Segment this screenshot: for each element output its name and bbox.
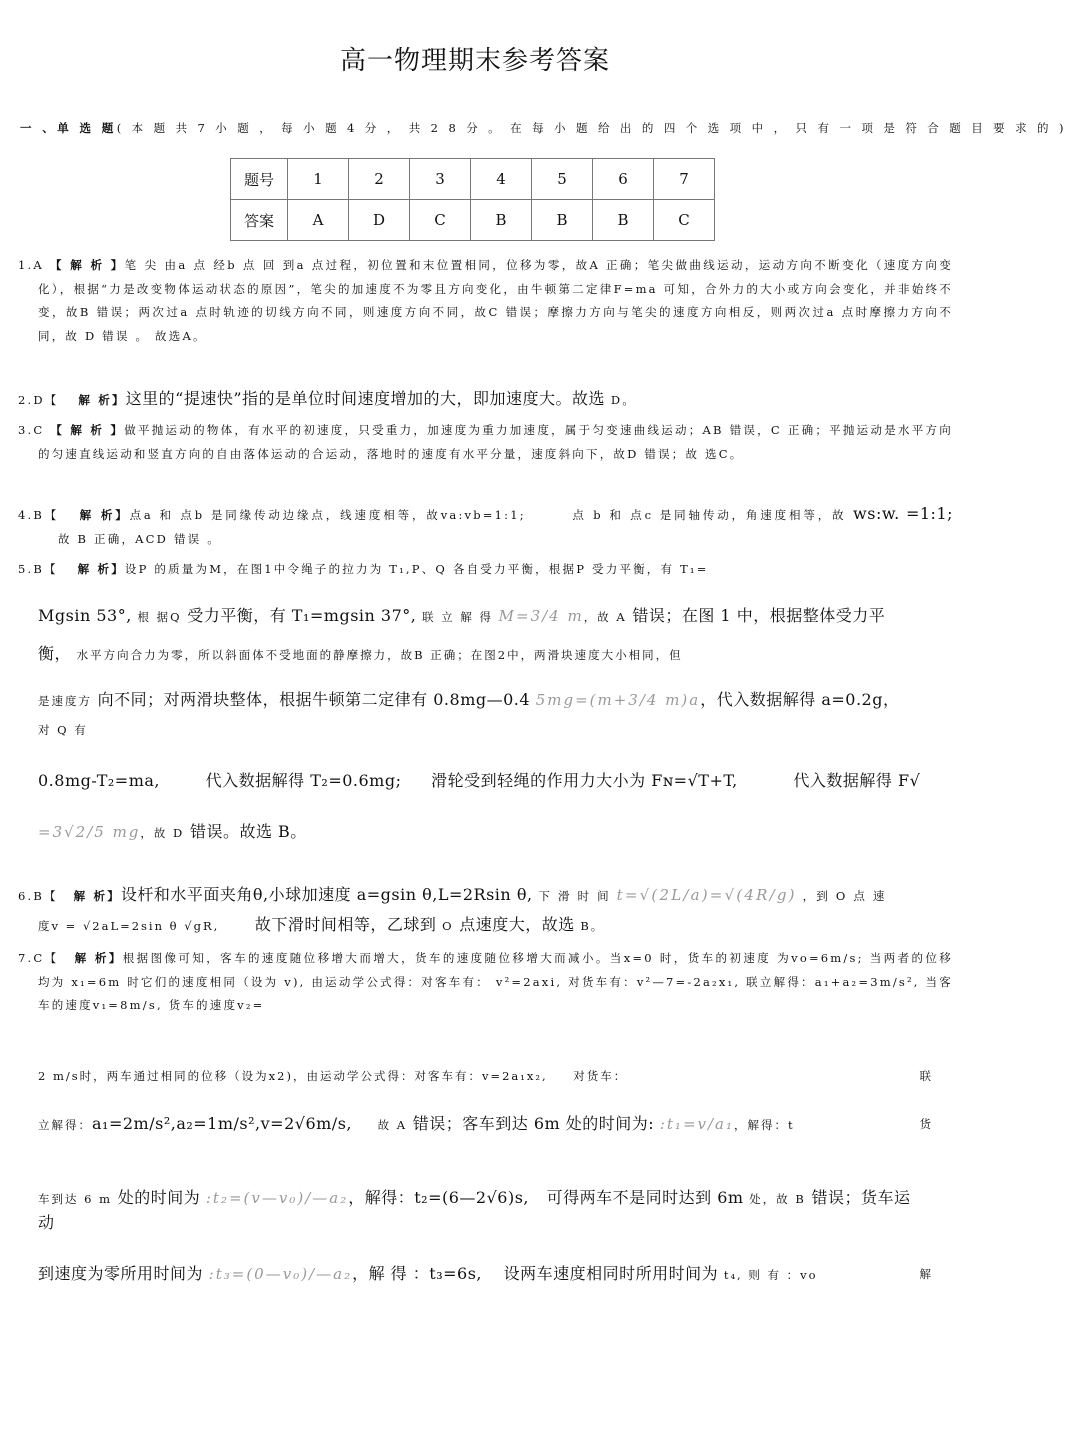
- answer-7-line-4b: [38, 1210, 933, 1233]
- answer-7-line-5: [38, 1254, 933, 1295]
- answer-5-line-4: [38, 680, 933, 721]
- question-number: 6.B【: [18, 889, 58, 903]
- text: 货: [919, 1117, 933, 1131]
- question-number: 2.D【: [18, 393, 59, 407]
- text: 错误；货车运: [811, 1188, 911, 1207]
- page-title: 高一物理期末参考答案: [339, 46, 610, 76]
- text: 错误；在图 1 中，根据整体受力平: [632, 606, 886, 625]
- text: 故下滑时间相等，乙球到: [254, 915, 437, 934]
- angular-ratio: ws:w. =1:1;: [853, 504, 954, 523]
- text: 联 立 解 得: [422, 610, 493, 624]
- text: O: [442, 919, 454, 933]
- text: ，到 O 点 速: [802, 889, 887, 903]
- text: 滑轮受到轻绳的作用力大小为 Fɴ=√T+T,: [431, 771, 738, 790]
- table-cell: B: [532, 200, 593, 241]
- text: 解: [919, 1267, 933, 1281]
- table-cell: B: [471, 200, 532, 241]
- formula-m: M=3/4 m: [498, 607, 584, 625]
- table-cell: 7: [654, 159, 715, 200]
- table-cell: 6: [593, 159, 654, 200]
- text: 衡，: [38, 644, 72, 663]
- analysis-tag: 【 解 析 】: [49, 258, 125, 272]
- analysis-text: 点a 和 点b 是同缘传动边缘点，线速度相等，故va:vb=1:1;: [129, 508, 526, 522]
- formula-time: t=√(2L/a)=√(4R/g): [616, 886, 797, 904]
- analysis-text: 做平抛运动的物体，有水平的初速度，只受重力，加速度为重力加速度，属于匀变速曲线运动；AB 错误，C 正确；平抛运动是水平方向的匀速直线运动和竖直方向的自由落体运动的合运动，落地时的速度有水平分量，速度斜向下，故D 错误；故 选C。: [38, 423, 953, 461]
- text: 动: [38, 1213, 55, 1232]
- text: 度v = √2aL=2sin θ √gR,: [38, 919, 220, 933]
- table-cell: 1: [288, 159, 349, 200]
- table-header-answer: 答案: [231, 200, 288, 241]
- text: a₁=2m/s²,a₂=1m/s²,v=2√6m/s,: [92, 1114, 352, 1133]
- text: ，解得：t₂=(6—2√6)s,: [348, 1188, 529, 1207]
- analysis-tag: 解 析】: [73, 889, 121, 903]
- analysis-tail: D。: [610, 393, 637, 407]
- answer-2: [18, 387, 933, 413]
- answer-7: [18, 947, 953, 1018]
- analysis-text: 设杆和水平面夹角θ,小球加速度 a=gsin θ,L=2Rsin θ,: [120, 885, 533, 904]
- answer-5-line-7: [38, 812, 933, 853]
- answer-7-line-2: [38, 1068, 933, 1084]
- table-row-numbers: [231, 159, 715, 200]
- text: ，解得：t: [734, 1118, 795, 1132]
- text: 点速度大，故选: [459, 915, 575, 934]
- text: ，故 A: [583, 610, 627, 624]
- formula-t1: :t₁=v/a₁: [659, 1115, 734, 1133]
- text: 立解得：: [38, 1118, 92, 1132]
- text: t₄, 则 有 ：vo: [723, 1268, 818, 1282]
- formula-force: =3√2/5 mg: [38, 823, 141, 841]
- text: 故 A: [377, 1118, 408, 1132]
- text: 0.8mg-T₂=ma,: [38, 771, 160, 790]
- question-number: 7.C【: [18, 951, 59, 965]
- text: 代入数据解得 T₂=0.6mg;: [205, 771, 402, 790]
- text: 水平方向合力为零，所以斜面体不受地面的静摩擦力，故B 正确；在图2中，两滑块速度大小相同，但: [76, 648, 683, 662]
- table-cell: 2: [349, 159, 410, 200]
- question-number: 4.B【: [18, 508, 60, 522]
- text: ，故 D: [140, 826, 185, 840]
- answer-3: [18, 419, 953, 466]
- question-number: 1.A: [18, 258, 44, 272]
- question-number: 5.B【: [18, 562, 58, 576]
- text: 受力平衡，有 T₁=mgsin 37°,: [187, 606, 417, 625]
- analysis-tag: 【 解 析 】: [50, 423, 125, 437]
- answer-5-line-2: [38, 596, 933, 637]
- text: 是速度方: [38, 694, 92, 708]
- answer-4: [18, 502, 953, 551]
- text: 处，故 B: [749, 1192, 806, 1206]
- text: 根 据Q: [137, 610, 182, 624]
- question-number: 3.C: [18, 423, 45, 437]
- section-label: 一 、单 选 题: [20, 121, 117, 135]
- text: 联: [919, 1069, 933, 1083]
- analysis-tag: 解 析】: [77, 562, 125, 576]
- formula-t2: :t₂=(v—v₀)/—a₂: [205, 1189, 349, 1207]
- text: 可得两车不是同时达到 6m: [546, 1188, 744, 1207]
- analysis-text: 这里的“提速快”指的是单位时间速度增加的大，即加速度大。故选: [125, 389, 606, 408]
- answer-1: [18, 254, 953, 348]
- analysis-tag: 解 析】: [74, 951, 123, 965]
- formula-newton: 5mg=(m+3/4 m)a: [535, 691, 701, 709]
- analysis-tag: 解 析】: [79, 508, 130, 522]
- text: 向不同；对两滑块整体，根据牛顿第二定律有 0.8mg—0.4: [97, 690, 531, 709]
- table-cell: 3: [410, 159, 471, 200]
- text: ，代入数据解得 a=0.2g，: [700, 690, 900, 709]
- text: 对 Q 有: [38, 723, 88, 737]
- text: 代入数据解得 F√: [793, 771, 921, 790]
- table-cell: C: [410, 200, 471, 241]
- answer-5-line-1: [18, 558, 933, 582]
- text: 处的时间为: [117, 1188, 201, 1207]
- table-cell: 4: [471, 159, 532, 200]
- analysis-text: 笔 尖 由a 点 经b 点 回 到a 点过程，初位置和末位置相同，位移为零，故A 正确；笔尖做曲线运动，运动方向不断变化（速度方向变化），根据“力是改变物体运动状态的原因”，笔尖的加速度不为零且方向变化，由牛顿第二定律F=ma 可知，合外力的大小或方向会变化，并非始终不变，故B 错误；两次过a 点时轨迹的切线方向不同，则速度方向不同，故C 错误；摩擦力方向与笔尖的速度方向相反，则两次过a 点时摩擦力方向不同，故 D 错误 。 故选A。: [38, 258, 953, 343]
- text: 下 滑 时 间: [538, 889, 611, 903]
- table-row-answers: [231, 200, 715, 241]
- analysis-text: 故 B 正确，ACD 错误 。: [58, 531, 221, 546]
- text: 到速度为零所用时间为: [38, 1264, 204, 1283]
- table-cell: B: [593, 200, 654, 241]
- section-note: ( 本 题 共 7 小 题 ， 每 小 题 4 分 ， 共 2 8 分 。 在 每 小 题 给 出 的 四 个 选 项 中 ， 只 有 一 项 是 符 合 题 目 要 求 的 ): [116, 121, 1067, 135]
- answer-6-line-1: [18, 877, 933, 914]
- answer-6-line-2: [38, 912, 933, 935]
- text: 设两车速度相同时所用时间为: [503, 1264, 719, 1283]
- formula-t3: :t₃=(0—v₀)/—a₂: [208, 1265, 353, 1283]
- table-cell: C: [654, 200, 715, 241]
- text: 错误；客车到达 6m 处的时间为:: [412, 1114, 655, 1133]
- text: 车到达 6 m: [38, 1192, 113, 1206]
- table-cell: D: [349, 200, 410, 241]
- analysis-text: 根据图像可知，客车的速度随位移增大而增大，货车的速度随位移增大而减小。当x=0 时，货车的初速度 为vo=6m/s; 当两者的位移均为 x₁=6m 时它们的速度相同（设为 v), 由运动学公式得：对客车有： v²=2axi, 对货车有：v²—7=-2a₂x₁, 联立解得：a₁+a₂=3m/s², 当客车的速度v₁=8m/s, 货车的速度v₂=: [38, 951, 954, 1012]
- answer-5-line-5: [38, 722, 933, 738]
- analysis-text: 点 b 和 点c 是同轴传动，角速度相等，故: [572, 508, 847, 522]
- table-cell: 5: [532, 159, 593, 200]
- analysis-tag: 解 析】: [78, 393, 126, 407]
- text: ，解 得 ：t₃=6s,: [352, 1264, 482, 1283]
- answer-7-line-3: [38, 1104, 933, 1145]
- table-header-number: 题号: [231, 159, 288, 200]
- answer-5-line-3: [38, 641, 933, 664]
- section-heading: [20, 120, 1067, 136]
- analysis-text: 设P 的质量为M，在图1中令绳子的拉力为 T₁,P、Q 各自受力平衡，根据P 受力平衡，有 T₁=: [124, 562, 709, 576]
- text: 对货车：: [573, 1069, 628, 1083]
- text: 错误。故选 B。: [189, 822, 307, 841]
- answer-5-line-6: [38, 768, 933, 791]
- equation: Mgsin 53°,: [38, 606, 132, 625]
- table-cell: A: [288, 200, 349, 241]
- text: B。: [580, 919, 605, 933]
- text: 2 m/s时，两车通过相同的位移（设为x2)，由运动学公式得：对客车有：v=2a₁x₂,: [38, 1069, 548, 1083]
- answer-table: [230, 158, 715, 241]
